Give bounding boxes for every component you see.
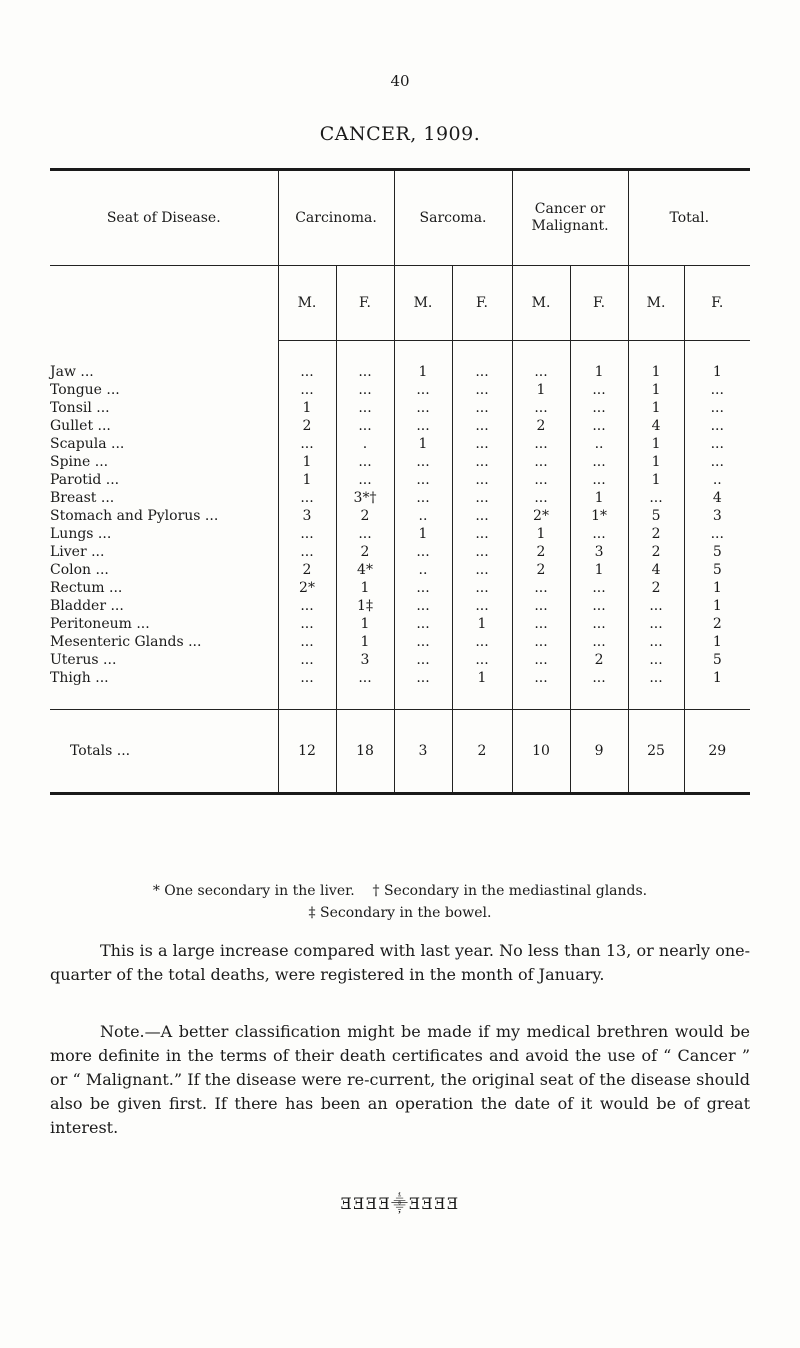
table-cell: 1 bbox=[452, 615, 512, 633]
table-cell: ... bbox=[512, 597, 570, 615]
totals-cell: 12 bbox=[278, 710, 336, 794]
table-cell: 1 bbox=[628, 435, 684, 453]
table-cell: 1 bbox=[394, 435, 452, 453]
table-row bbox=[50, 381, 750, 399]
table-cell: ... bbox=[452, 525, 512, 543]
seat-name: Mesenteric Glands ... bbox=[50, 633, 278, 651]
cancer-table bbox=[50, 168, 750, 795]
table-cell: ... bbox=[452, 579, 512, 597]
table-cell: ... bbox=[570, 417, 628, 435]
table-cell: 1 bbox=[628, 453, 684, 471]
ornament-divider: ƎƎƎƎ⸎ƎƎƎƎ bbox=[340, 1194, 460, 1213]
table-cell: ... bbox=[394, 597, 452, 615]
table-cell: ... bbox=[710, 436, 724, 452]
table-cell: ... bbox=[452, 651, 512, 669]
table-row bbox=[50, 669, 750, 710]
table-row bbox=[50, 417, 750, 435]
seat-name: Liver ... bbox=[50, 543, 278, 561]
table-cell: ... bbox=[452, 341, 512, 382]
table-cell: ... bbox=[570, 615, 628, 633]
table-row bbox=[50, 651, 750, 669]
table-cell: 1‡ bbox=[336, 597, 394, 615]
table-cell: ... bbox=[336, 381, 394, 399]
table-cell: ... bbox=[512, 579, 570, 597]
table-cell: 2 bbox=[336, 507, 394, 525]
table-row bbox=[50, 471, 750, 489]
table-cell: 4 bbox=[628, 561, 684, 579]
table-cell: ... bbox=[394, 453, 452, 471]
seat-name: Bladder ... bbox=[50, 597, 278, 615]
table-cell: 2 bbox=[512, 417, 570, 435]
table-cell: ... bbox=[710, 382, 724, 398]
table-cell: ... bbox=[278, 489, 336, 507]
table-cell: 3 bbox=[570, 543, 628, 561]
table-cell: 1 bbox=[278, 453, 336, 471]
table-cell: 3 bbox=[336, 651, 394, 669]
table-row bbox=[50, 489, 750, 507]
table-cell: 2 bbox=[336, 543, 394, 561]
table-cell: ... bbox=[512, 615, 570, 633]
table-cell: ... bbox=[512, 399, 570, 417]
table-cell: 1 bbox=[394, 341, 452, 382]
table-cell: 1 bbox=[712, 598, 722, 614]
table-cell: 4 bbox=[628, 417, 684, 435]
seat-name: Scapula ... bbox=[50, 435, 278, 453]
totals-cell: 18 bbox=[336, 710, 394, 794]
table-cell: .. bbox=[570, 435, 628, 453]
table-cell: ... bbox=[452, 435, 512, 453]
table-cell: 2 bbox=[570, 651, 628, 669]
table-cell: ... bbox=[570, 525, 628, 543]
table-cell: ... bbox=[512, 453, 570, 471]
table-cell: 2* bbox=[512, 507, 570, 525]
table-cell: ... bbox=[570, 633, 628, 651]
table-cell: 1* bbox=[570, 507, 628, 525]
seat-name: Thigh ... bbox=[50, 669, 278, 710]
table-row bbox=[50, 561, 750, 579]
table-cell: ... bbox=[452, 597, 512, 615]
table-row bbox=[50, 453, 750, 471]
table-cell: ... bbox=[628, 633, 684, 651]
sex-header: F. bbox=[336, 266, 394, 341]
table-cell: ... bbox=[278, 651, 336, 669]
table-cell: 1 bbox=[712, 670, 722, 686]
table-cell: ... bbox=[570, 579, 628, 597]
table-cell: ... bbox=[336, 669, 394, 710]
table-cell: .. bbox=[394, 507, 452, 525]
table-cell: ... bbox=[628, 651, 684, 669]
table-cell: ... bbox=[628, 489, 684, 507]
table-cell: 2 bbox=[278, 417, 336, 435]
table-cell: ... bbox=[278, 597, 336, 615]
table-cell: 3*† bbox=[336, 489, 394, 507]
table-cell: ... bbox=[512, 489, 570, 507]
footnote-line-1: * One secondary in the liver. † Secondary in the mediastinal glands. bbox=[152, 883, 648, 899]
table-cell: 2 bbox=[512, 561, 570, 579]
group-header-total: Total. bbox=[628, 170, 750, 266]
table-cell: 1 bbox=[278, 399, 336, 417]
sex-header: F. bbox=[570, 266, 628, 341]
seat-name: Lungs ... bbox=[50, 525, 278, 543]
table-cell: 1 bbox=[570, 561, 628, 579]
table-cell: 1 bbox=[512, 525, 570, 543]
table-cell: ... bbox=[570, 471, 628, 489]
table-cell: 2 bbox=[628, 579, 684, 597]
table-cell: ... bbox=[452, 489, 512, 507]
table-cell: ... bbox=[452, 633, 512, 651]
table-cell: 1 bbox=[570, 489, 628, 507]
seat-name: Spine ... bbox=[50, 453, 278, 471]
table-cell: ... bbox=[336, 341, 394, 382]
table-cell: ... bbox=[278, 341, 336, 382]
table-cell: 1 bbox=[712, 580, 722, 596]
totals-cell: 9 bbox=[570, 710, 628, 794]
seat-name: Stomach and Pylorus ... bbox=[50, 507, 278, 525]
totals-cell: 25 bbox=[628, 710, 684, 794]
seat-name: Rectum ... bbox=[50, 579, 278, 597]
table-cell: ... bbox=[710, 418, 724, 434]
table-cell: ... bbox=[278, 633, 336, 651]
paragraph-increase: This is a large increase compared with last year. No less than 13, or nearly one-quarter of the total deaths, were registered in the month of January. bbox=[50, 941, 750, 984]
table-cell: 1 bbox=[394, 525, 452, 543]
table-cell: 1 bbox=[336, 633, 394, 651]
table-cell: ... bbox=[452, 507, 512, 525]
totals-label: Totals ... bbox=[50, 710, 278, 794]
table-cell: ... bbox=[394, 381, 452, 399]
totals-cell: 2 bbox=[452, 710, 512, 794]
table-cell: ... bbox=[570, 597, 628, 615]
sex-header: F. bbox=[684, 266, 750, 341]
table-cell: ... bbox=[628, 669, 684, 710]
table-cell: ... bbox=[452, 561, 512, 579]
table-cell: 1 bbox=[712, 364, 722, 380]
table-cell: 1 bbox=[452, 669, 512, 710]
table-cell: ... bbox=[336, 471, 394, 489]
seat-name: Jaw ... bbox=[50, 341, 278, 382]
table-cell: 4* bbox=[336, 561, 394, 579]
seat-header: Seat of Disease. bbox=[50, 170, 278, 266]
table-cell: ... bbox=[394, 543, 452, 561]
paragraph-note: Note.—A better classification might be made if my medical brethren would be more definite in the terms of their death certificates and avoid the use of “ Cancer ” or “ Malignant.” If the disease were re-current, the original seat of the disease should also be given first. If there has been an operation the date of it would be of great interest. bbox=[50, 1022, 750, 1137]
seat-name: Parotid ... bbox=[50, 471, 278, 489]
table-cell: ... bbox=[278, 669, 336, 710]
table-cell: ... bbox=[394, 579, 452, 597]
table-cell: 5 bbox=[712, 562, 722, 578]
table-cell: 3 bbox=[278, 507, 336, 525]
table-row bbox=[50, 615, 750, 633]
table-cell: ... bbox=[710, 400, 724, 416]
table-row bbox=[50, 633, 750, 651]
table-cell: ... bbox=[336, 417, 394, 435]
page-title: CANCER, 1909. bbox=[319, 123, 481, 145]
table-row bbox=[50, 507, 750, 525]
table-cell: ... bbox=[394, 399, 452, 417]
sex-header: M. bbox=[512, 266, 570, 341]
table-cell: ... bbox=[452, 417, 512, 435]
table-cell: 1 bbox=[628, 341, 684, 382]
sex-header: M. bbox=[278, 266, 336, 341]
table-row bbox=[50, 597, 750, 615]
table-cell: ... bbox=[394, 471, 452, 489]
table-cell: 2 bbox=[628, 543, 684, 561]
table-cell: ... bbox=[452, 543, 512, 561]
table-cell: ... bbox=[336, 399, 394, 417]
sex-header: M. bbox=[628, 266, 684, 341]
group-header-carcinoma: Carcinoma. bbox=[278, 170, 394, 266]
table-cell: 1 bbox=[336, 615, 394, 633]
table-cell: ... bbox=[512, 651, 570, 669]
table-row bbox=[50, 579, 750, 597]
table-cell: ... bbox=[278, 435, 336, 453]
table-cell: ... bbox=[278, 381, 336, 399]
table-cell: ... bbox=[628, 615, 684, 633]
table-cell: ... bbox=[394, 651, 452, 669]
table-cell: 2 bbox=[278, 561, 336, 579]
table-cell: .. bbox=[712, 472, 722, 488]
seat-name: Breast ... bbox=[50, 489, 278, 507]
page-number: 40 bbox=[390, 72, 410, 90]
table-row bbox=[50, 341, 750, 382]
footnotes bbox=[0, 880, 800, 924]
table-cell: ... bbox=[452, 453, 512, 471]
table-cell: ... bbox=[628, 597, 684, 615]
table-cell: 1 bbox=[712, 634, 722, 650]
totals-cell: 29 bbox=[684, 710, 750, 794]
table-cell: ... bbox=[336, 525, 394, 543]
table-cell: 3 bbox=[712, 508, 722, 524]
table-cell: . bbox=[336, 435, 394, 453]
table-cell: ... bbox=[512, 435, 570, 453]
table-cell: ... bbox=[570, 453, 628, 471]
table-cell: 2 bbox=[712, 616, 722, 632]
table-cell: 1 bbox=[628, 471, 684, 489]
table-cell: .. bbox=[394, 561, 452, 579]
table-row bbox=[50, 399, 750, 417]
table-cell: ... bbox=[570, 669, 628, 710]
table-cell: ... bbox=[452, 381, 512, 399]
sex-header: F. bbox=[452, 266, 512, 341]
table-cell: 2 bbox=[512, 543, 570, 561]
table-cell: ... bbox=[394, 633, 452, 651]
table-row bbox=[50, 435, 750, 453]
table-cell: 5 bbox=[712, 652, 722, 668]
table-row bbox=[50, 543, 750, 561]
table-cell: 5 bbox=[712, 544, 722, 560]
table-cell: 2 bbox=[628, 525, 684, 543]
table-cell: ... bbox=[452, 471, 512, 489]
table-cell: 1 bbox=[628, 381, 684, 399]
table-cell: ... bbox=[394, 669, 452, 710]
table-cell: 5 bbox=[628, 507, 684, 525]
seat-name: Tonsil ... bbox=[50, 399, 278, 417]
table-cell: ... bbox=[394, 615, 452, 633]
table-cell: ... bbox=[570, 381, 628, 399]
table-cell: ... bbox=[512, 669, 570, 710]
table-row bbox=[50, 525, 750, 543]
seat-name: Tongue ... bbox=[50, 381, 278, 399]
table-cell: ... bbox=[394, 417, 452, 435]
group-header-cancer-malignant: Cancer or Malignant. bbox=[512, 170, 628, 266]
seat-name: Uterus ... bbox=[50, 651, 278, 669]
table-cell: 1 bbox=[628, 399, 684, 417]
table-cell: ... bbox=[512, 471, 570, 489]
table-cell: ... bbox=[570, 399, 628, 417]
table-cell: ... bbox=[336, 453, 394, 471]
table-cell: ... bbox=[278, 615, 336, 633]
table-cell: ... bbox=[278, 525, 336, 543]
seat-name: Colon ... bbox=[50, 561, 278, 579]
table-cell: 1 bbox=[278, 471, 336, 489]
table-cell: 2* bbox=[278, 579, 336, 597]
table-cell: ... bbox=[512, 341, 570, 382]
footnote-line-2: ‡ Secondary in the bowel. bbox=[308, 905, 492, 921]
table-cell: ... bbox=[394, 489, 452, 507]
table-cell: 4 bbox=[712, 490, 722, 506]
seat-name: Peritoneum ... bbox=[50, 615, 278, 633]
group-header-sarcoma: Sarcoma. bbox=[394, 170, 512, 266]
sex-header: M. bbox=[394, 266, 452, 341]
table-cell: 1 bbox=[512, 381, 570, 399]
seat-name: Gullet ... bbox=[50, 417, 278, 435]
table-cell: ... bbox=[512, 633, 570, 651]
table-cell: ... bbox=[710, 526, 724, 542]
totals-cell: 3 bbox=[394, 710, 452, 794]
totals-row bbox=[50, 710, 750, 794]
table-cell: 1 bbox=[570, 341, 628, 382]
totals-cell: 10 bbox=[512, 710, 570, 794]
table-cell: ... bbox=[278, 543, 336, 561]
table-cell: ... bbox=[452, 399, 512, 417]
table-cell: 1 bbox=[336, 579, 394, 597]
table-cell: ... bbox=[710, 454, 724, 470]
